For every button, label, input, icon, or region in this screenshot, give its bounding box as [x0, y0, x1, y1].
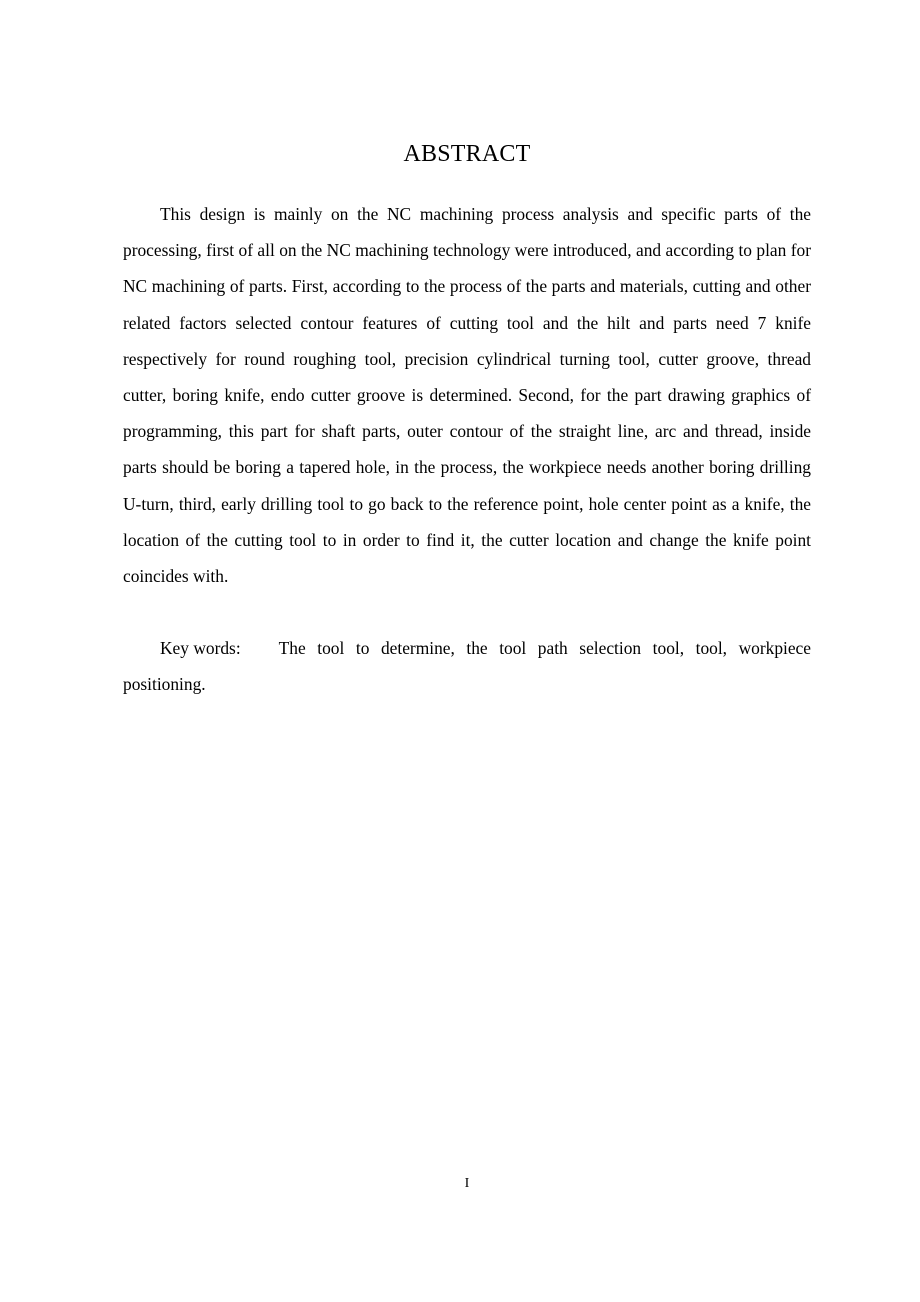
page-number: I	[464, 1176, 470, 1191]
keywords-text: The tool to determine, the tool path selection tool, tool, workpiece positioning.	[123, 638, 811, 695]
keywords-label: Key words:	[160, 638, 241, 658]
keywords-paragraph	[123, 630, 811, 702]
page-title: ABSTRACT	[403, 141, 531, 167]
abstract-paragraph: This design is mainly on the NC machining process analysis and specific parts of the processing, first of all on the NC machining technology were introduced, and according to plan for NC machining of parts. First, according to the process of the parts and materials, cutting and other related factors selected contour features of cutting tool and the hilt and parts need 7 knife respectively for round roughing tool, precision cylindrical turning tool, cutter groove, thread cutter, boring knife, endo cutter groove is determined. Second, for the part drawing graphics of programming, this part for shaft parts, outer contour of the straight line, arc and thread, inside parts should be boring a tapered hole, in the process, the workpiece needs another boring drilling U-turn, third, early drilling tool to go back to the reference point, hole center point as a knife, the location of the cutting tool to in order to find it, the cutter location and change the knife point coincides with.	[123, 204, 811, 587]
